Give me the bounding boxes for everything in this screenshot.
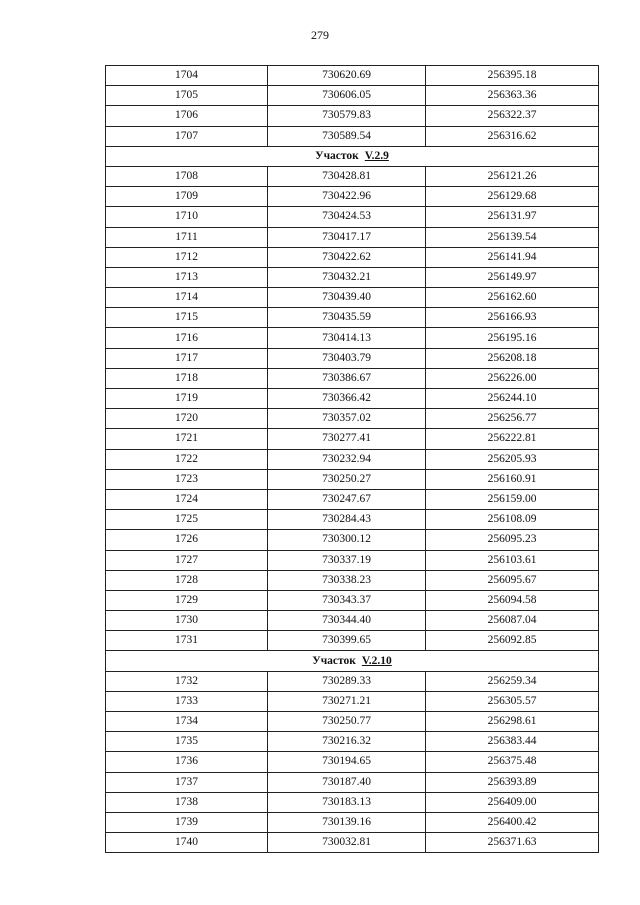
x-coordinate-cell: 730386.67	[268, 368, 426, 388]
point-number-cell: 1726	[106, 530, 268, 550]
x-coordinate-cell: 730277.41	[268, 429, 426, 449]
point-number-cell: 1718	[106, 368, 268, 388]
point-number-cell: 1720	[106, 409, 268, 429]
x-coordinate-cell: 730589.54	[268, 126, 426, 146]
table-row	[106, 429, 599, 449]
section-header-cell	[106, 651, 599, 671]
point-number-cell: 1735	[106, 732, 268, 752]
x-coordinate-cell: 730250.77	[268, 712, 426, 732]
table-row	[106, 328, 599, 348]
coordinates-table	[105, 65, 599, 853]
x-coordinate-cell: 730606.05	[268, 86, 426, 106]
point-number-cell: 1705	[106, 86, 268, 106]
x-coordinate-cell: 730247.67	[268, 489, 426, 509]
y-coordinate-cell: 256149.97	[426, 267, 599, 287]
x-coordinate-cell: 730417.17	[268, 227, 426, 247]
x-coordinate-cell: 730435.59	[268, 308, 426, 328]
point-number-cell: 1717	[106, 348, 268, 368]
y-coordinate-cell: 256375.48	[426, 752, 599, 772]
x-coordinate-cell: 730366.42	[268, 389, 426, 409]
y-coordinate-cell: 256129.68	[426, 187, 599, 207]
x-coordinate-cell: 730432.21	[268, 267, 426, 287]
y-coordinate-cell: 256103.61	[426, 550, 599, 570]
y-coordinate-cell: 256095.23	[426, 530, 599, 550]
x-coordinate-cell: 730424.53	[268, 207, 426, 227]
table-row	[106, 833, 599, 853]
x-coordinate-cell: 730271.21	[268, 691, 426, 711]
section-header-row	[106, 146, 599, 166]
table-row	[106, 469, 599, 489]
y-coordinate-cell: 256226.00	[426, 368, 599, 388]
x-coordinate-cell: 730439.40	[268, 288, 426, 308]
point-number-cell: 1715	[106, 308, 268, 328]
point-number-cell: 1710	[106, 207, 268, 227]
x-coordinate-cell: 730139.16	[268, 812, 426, 832]
point-number-cell: 1707	[106, 126, 268, 146]
x-coordinate-cell: 730232.94	[268, 449, 426, 469]
point-number-cell: 1721	[106, 429, 268, 449]
x-coordinate-cell: 730620.69	[268, 66, 426, 86]
point-number-cell: 1706	[106, 106, 268, 126]
y-coordinate-cell: 256256.77	[426, 409, 599, 429]
table-row	[106, 570, 599, 590]
x-coordinate-cell: 730194.65	[268, 752, 426, 772]
point-number-cell: 1711	[106, 227, 268, 247]
table-row	[106, 732, 599, 752]
point-number-cell: 1723	[106, 469, 268, 489]
point-number-cell: 1730	[106, 611, 268, 631]
table-row	[106, 792, 599, 812]
y-coordinate-cell: 256409.00	[426, 792, 599, 812]
point-number-cell: 1731	[106, 631, 268, 651]
table-row	[106, 590, 599, 610]
y-coordinate-cell: 256371.63	[426, 833, 599, 853]
table-row	[106, 510, 599, 530]
point-number-cell: 1704	[106, 66, 268, 86]
table-row	[106, 66, 599, 86]
y-coordinate-cell: 256108.09	[426, 510, 599, 530]
table-row	[106, 106, 599, 126]
table-row	[106, 530, 599, 550]
y-coordinate-cell: 256195.16	[426, 328, 599, 348]
section-code: V.2.10	[361, 654, 392, 667]
x-coordinate-cell: 730399.65	[268, 631, 426, 651]
point-number-cell: 1725	[106, 510, 268, 530]
point-number-cell: 1724	[106, 489, 268, 509]
table-row	[106, 812, 599, 832]
y-coordinate-cell: 256159.00	[426, 489, 599, 509]
table-row	[106, 187, 599, 207]
table-row	[106, 308, 599, 328]
page-number: 279	[311, 28, 329, 42]
table-row	[106, 389, 599, 409]
y-coordinate-cell: 256383.44	[426, 732, 599, 752]
x-coordinate-cell: 730344.40	[268, 611, 426, 631]
section-code: V.2.9	[364, 149, 389, 162]
table-row	[106, 409, 599, 429]
x-coordinate-cell: 730403.79	[268, 348, 426, 368]
section-header-cell	[106, 146, 599, 166]
x-coordinate-cell: 730422.96	[268, 187, 426, 207]
table-row	[106, 611, 599, 631]
y-coordinate-cell: 256087.04	[426, 611, 599, 631]
table-row	[106, 752, 599, 772]
point-number-cell: 1734	[106, 712, 268, 732]
y-coordinate-cell: 256259.34	[426, 671, 599, 691]
y-coordinate-cell: 256162.60	[426, 288, 599, 308]
point-number-cell: 1713	[106, 267, 268, 287]
table-row	[106, 207, 599, 227]
table-row	[106, 166, 599, 186]
point-number-cell: 1727	[106, 550, 268, 570]
table-row	[106, 631, 599, 651]
y-coordinate-cell: 256131.97	[426, 207, 599, 227]
y-coordinate-cell: 256363.36	[426, 86, 599, 106]
y-coordinate-cell: 256305.57	[426, 691, 599, 711]
x-coordinate-cell: 730300.12	[268, 530, 426, 550]
x-coordinate-cell: 730187.40	[268, 772, 426, 792]
x-coordinate-cell: 730216.32	[268, 732, 426, 752]
x-coordinate-cell: 730343.37	[268, 590, 426, 610]
x-coordinate-cell: 730414.13	[268, 328, 426, 348]
x-coordinate-cell: 730579.83	[268, 106, 426, 126]
y-coordinate-cell: 256095.67	[426, 570, 599, 590]
table-row	[106, 691, 599, 711]
table-row	[106, 489, 599, 509]
x-coordinate-cell: 730284.43	[268, 510, 426, 530]
point-number-cell: 1714	[106, 288, 268, 308]
point-number-cell: 1733	[106, 691, 268, 711]
y-coordinate-cell: 256298.61	[426, 712, 599, 732]
point-number-cell: 1719	[106, 389, 268, 409]
table-row	[106, 247, 599, 267]
x-coordinate-cell: 730337.19	[268, 550, 426, 570]
y-coordinate-cell: 256208.18	[426, 348, 599, 368]
y-coordinate-cell: 256139.54	[426, 227, 599, 247]
y-coordinate-cell: 256395.18	[426, 66, 599, 86]
x-coordinate-cell: 730289.33	[268, 671, 426, 691]
point-number-cell: 1736	[106, 752, 268, 772]
table-row	[106, 772, 599, 792]
y-coordinate-cell: 256322.37	[426, 106, 599, 126]
table-row	[106, 449, 599, 469]
table-row	[106, 550, 599, 570]
point-number-cell: 1738	[106, 792, 268, 812]
x-coordinate-cell: 730422.62	[268, 247, 426, 267]
y-coordinate-cell: 256205.93	[426, 449, 599, 469]
point-number-cell: 1708	[106, 166, 268, 186]
y-coordinate-cell: 256244.10	[426, 389, 599, 409]
point-number-cell: 1739	[106, 812, 268, 832]
y-coordinate-cell: 256121.26	[426, 166, 599, 186]
x-coordinate-cell: 730250.27	[268, 469, 426, 489]
table-row	[106, 267, 599, 287]
y-coordinate-cell: 256092.85	[426, 631, 599, 651]
x-coordinate-cell: 730032.81	[268, 833, 426, 853]
point-number-cell: 1732	[106, 671, 268, 691]
section-header-row	[106, 651, 599, 671]
point-number-cell: 1709	[106, 187, 268, 207]
x-coordinate-cell: 730183.13	[268, 792, 426, 812]
y-coordinate-cell: 256393.89	[426, 772, 599, 792]
y-coordinate-cell: 256094.58	[426, 590, 599, 610]
table-row	[106, 368, 599, 388]
table-row	[106, 671, 599, 691]
table-row	[106, 288, 599, 308]
x-coordinate-cell: 730357.02	[268, 409, 426, 429]
point-number-cell: 1716	[106, 328, 268, 348]
section-label: Участок	[315, 149, 359, 162]
point-number-cell: 1728	[106, 570, 268, 590]
y-coordinate-cell: 256316.62	[426, 126, 599, 146]
point-number-cell: 1712	[106, 247, 268, 267]
y-coordinate-cell: 256222.81	[426, 429, 599, 449]
y-coordinate-cell: 256166.93	[426, 308, 599, 328]
table-row	[106, 712, 599, 732]
y-coordinate-cell: 256141.94	[426, 247, 599, 267]
table-row	[106, 126, 599, 146]
y-coordinate-cell: 256400.42	[426, 812, 599, 832]
point-number-cell: 1740	[106, 833, 268, 853]
point-number-cell: 1722	[106, 449, 268, 469]
point-number-cell: 1737	[106, 772, 268, 792]
point-number-cell: 1729	[106, 590, 268, 610]
table-row	[106, 86, 599, 106]
x-coordinate-cell: 730338.23	[268, 570, 426, 590]
table-row	[106, 227, 599, 247]
table-row	[106, 348, 599, 368]
coordinates-table-body	[106, 66, 599, 853]
y-coordinate-cell: 256160.91	[426, 469, 599, 489]
x-coordinate-cell: 730428.81	[268, 166, 426, 186]
section-label: Участок	[312, 654, 356, 667]
